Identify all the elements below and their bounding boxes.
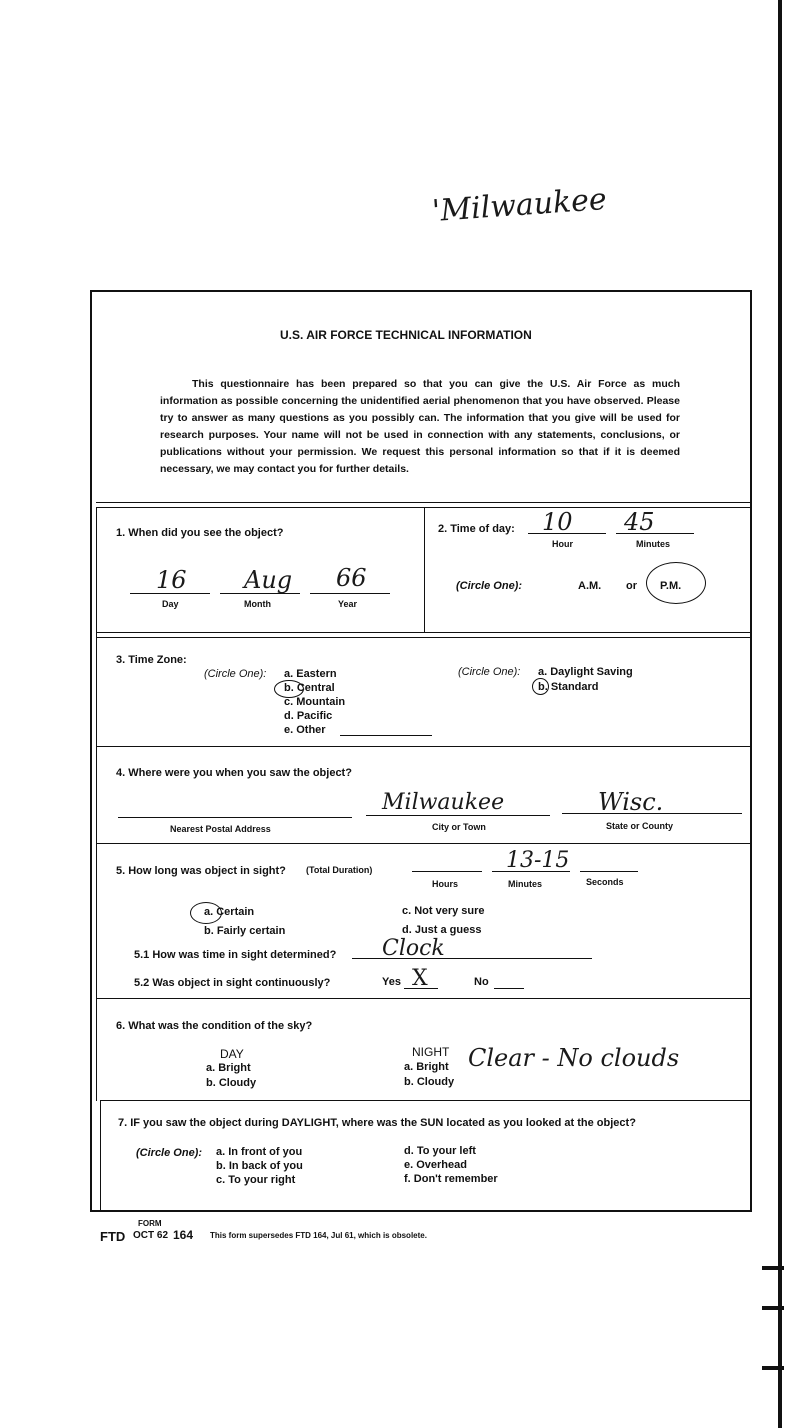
q1-year-caption: Year xyxy=(338,599,358,609)
handwritten-location: 'Milwaukee xyxy=(430,181,608,230)
footer-note: This form supersedes FTD 164, Jul 61, which is obsolete. xyxy=(210,1231,427,1240)
q1-label: 1. When did you see the object? xyxy=(116,527,284,539)
footer-number: 164 xyxy=(173,1228,194,1242)
q5-hours-caption: Hours xyxy=(432,879,459,889)
q7-overhead[interactable]: e. Overhead xyxy=(404,1159,467,1171)
q51-value[interactable]: Clock xyxy=(382,936,445,961)
q7-to-left[interactable]: d. To your left xyxy=(404,1145,476,1157)
q3-saving-circle-one: (Circle One): xyxy=(458,666,521,678)
scan-mark xyxy=(762,1306,784,1310)
q2-minutes-value[interactable]: 45 xyxy=(624,508,655,536)
q3-zone-mountain[interactable]: c. Mountain xyxy=(284,696,346,708)
q5-minutes-caption: Minutes xyxy=(508,879,543,889)
q4-city-value[interactable]: Milwaukee xyxy=(382,790,505,815)
q51-line xyxy=(352,958,592,959)
divider xyxy=(96,637,752,638)
q2-pm[interactable]: P.M. xyxy=(660,580,682,592)
divider xyxy=(96,507,97,1101)
q7-to-right[interactable]: c. To your right xyxy=(216,1174,296,1186)
divider xyxy=(96,502,752,503)
q1-year-value[interactable]: 66 xyxy=(336,564,367,592)
divider xyxy=(424,507,425,633)
q1-month-value[interactable]: Aug xyxy=(244,566,293,594)
q4-address-caption: Nearest Postal Address xyxy=(170,824,271,834)
q2-pm-circle xyxy=(646,562,706,604)
page-title: U.S. AIR FORCE TECHNICAL INFORMATION xyxy=(280,328,532,342)
q4-state-line xyxy=(562,813,742,814)
q52-no[interactable]: No xyxy=(474,976,489,988)
divider xyxy=(96,843,752,844)
scan-edge xyxy=(778,0,782,1428)
q52-no-line xyxy=(494,988,524,989)
q6-day-cloudy[interactable]: b. Cloudy xyxy=(206,1077,257,1089)
q3-other-line xyxy=(340,735,432,736)
q2-circle-one: (Circle One): xyxy=(456,580,523,592)
q2-hour-value[interactable]: 10 xyxy=(542,508,573,536)
q1-day-line xyxy=(130,593,210,594)
q51-label: 5.1 How was time in sight determined? xyxy=(134,949,337,961)
q3-standard[interactable]: b. Standard xyxy=(538,681,599,693)
q3-daylight-saving[interactable]: a. Daylight Saving xyxy=(538,666,633,678)
q1-day-caption: Day xyxy=(162,599,179,609)
q2-hour-line xyxy=(528,533,606,534)
divider xyxy=(100,1100,101,1212)
q3-zone-pacific[interactable]: d. Pacific xyxy=(284,710,333,722)
q2-or: or xyxy=(626,580,637,592)
q6-note[interactable]: Clear - No clouds xyxy=(468,1044,680,1072)
q5-total-duration: (Total Duration) xyxy=(306,865,373,875)
divider xyxy=(100,1100,752,1101)
divider xyxy=(96,746,752,747)
scan-mark xyxy=(762,1266,784,1270)
q7-dont-remember[interactable]: f. Don't remember xyxy=(404,1173,498,1185)
q2-minutes-line xyxy=(616,533,694,534)
q5-minutes-value[interactable]: 13-15 xyxy=(506,848,570,873)
q4-city-caption: City or Town xyxy=(432,822,486,832)
q4-state-caption: State or County xyxy=(606,821,674,831)
q5-label: 5. How long was object in sight? xyxy=(116,865,286,877)
q3-label: 3. Time Zone: xyxy=(116,654,187,666)
intro-paragraph: This questionnaire has been prepared so that you can give the U.S. Air Force as much information as possible concerning the unidentified aerial phenomenon that you have observed. Please try to answer as many questions as you possibly can. The information that you give will be used for research purposes. Your name will not be used in connection with any statements, conclusions, or publications without your permission. We request this personal information so that if it is deemed necessary, we may contact you for further details. xyxy=(160,378,680,475)
q4-label: 4. Where were you when you saw the object? xyxy=(116,767,352,779)
q4-city-line xyxy=(366,815,550,816)
q5-fairly-certain[interactable]: b. Fairly certain xyxy=(204,925,286,937)
q3-zone-eastern[interactable]: a. Eastern xyxy=(284,668,337,680)
q6-label: 6. What was the condition of the sky? xyxy=(116,1020,313,1032)
q5-just-a-guess[interactable]: d. Just a guess xyxy=(402,924,482,936)
q6-night-cloudy[interactable]: b. Cloudy xyxy=(404,1076,455,1088)
q1-month-line xyxy=(220,593,300,594)
q3-standard-circle xyxy=(532,678,549,695)
q6-night-header: NIGHT xyxy=(412,1045,450,1059)
q4-state-value[interactable]: Wisc. xyxy=(598,788,664,816)
q5-certain-circle xyxy=(190,902,222,924)
q2-am[interactable]: A.M. xyxy=(578,580,602,592)
q3-zone-other[interactable]: e. Other xyxy=(284,724,326,736)
q52-yes[interactable]: Yes xyxy=(382,976,401,988)
divider xyxy=(96,998,752,999)
q2-label: 2. Time of day: xyxy=(438,523,515,535)
q5-certain[interactable]: a. Certain xyxy=(204,906,255,918)
footer-ftd: FTD xyxy=(100,1229,126,1244)
q7-label: 7. IF you saw the object during DAYLIGHT, where was the SUN located as you looked at the object? xyxy=(118,1117,636,1129)
q52-yes-line xyxy=(404,988,438,989)
q1-year-line xyxy=(310,593,390,594)
q7-in-front[interactable]: a. In front of you xyxy=(216,1146,303,1158)
q7-in-back[interactable]: b. In back of you xyxy=(216,1160,303,1172)
q6-night-bright[interactable]: a. Bright xyxy=(404,1061,449,1073)
q52-label: 5.2 Was object in sight continuously? xyxy=(134,977,331,989)
q1-month-caption: Month xyxy=(244,599,271,609)
q52-yes-mark[interactable]: X xyxy=(412,966,428,991)
q7-circle-one: (Circle One): xyxy=(136,1147,203,1159)
q5-minutes-line xyxy=(492,871,570,872)
q5-not-very-sure[interactable]: c. Not very sure xyxy=(402,905,485,917)
q3-circle-one: (Circle One): xyxy=(204,668,267,680)
q5-hours-line xyxy=(412,871,482,872)
q5-seconds-caption: Seconds xyxy=(586,877,624,887)
q1-day-value[interactable]: 16 xyxy=(156,566,187,594)
q3-zone-central[interactable]: b. Central xyxy=(284,682,335,694)
q4-address-line xyxy=(118,817,352,818)
q6-day-header: DAY xyxy=(220,1047,244,1061)
q5-seconds-line xyxy=(580,871,638,872)
footer-form: FORM xyxy=(138,1219,162,1228)
q2-minutes-caption: Minutes xyxy=(636,539,671,549)
q2-hour-caption: Hour xyxy=(552,539,573,549)
q6-day-bright[interactable]: a. Bright xyxy=(206,1062,251,1074)
scan-mark xyxy=(762,1366,784,1370)
footer-date: OCT 62 xyxy=(133,1230,169,1241)
